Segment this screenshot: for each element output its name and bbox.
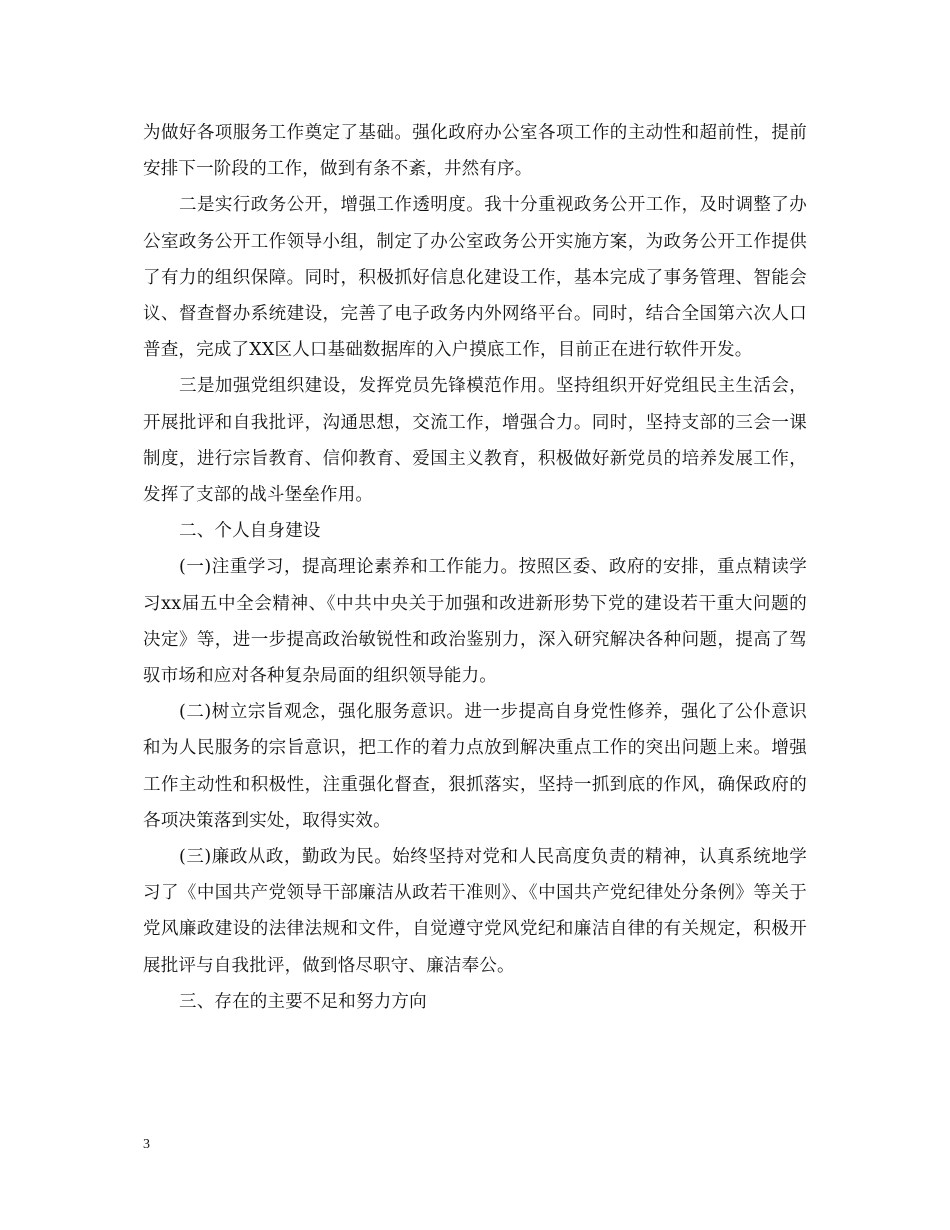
section-heading-self-development: 二、个人自身建设 [179,521,321,542]
page-number: 3 [143,1137,150,1152]
paragraph-service-awareness: (二)树立宗旨观念，强化服务意识。进一步提高自身党性修养，强化了公仆意识和为人民服务的宗旨意识，把工作的着力点放到解决重点工作的突出问题上来。增强工作主动性和积极性，注重强化督查，狠抓落实，坚持一抓到底的作风，确保政府的各项决策落到实处，取得实效。 [143,702,807,831]
section-heading-shortcomings: 三、存在的主要不足和努力方向 [179,991,427,1012]
paragraph-integrity: (三)廉政从政，勤政为民。始终坚持对党和人民高度负责的精神，认真系统地学习了《中国共产党领导干部廉洁从政若干准则》、《中国共产党纪律处分条例》等关于党风廉政建设的法律法规和文件，自觉遵守党风党纪和廉洁自律的有关规定，积极开展批评与自我批评，做到恪尽职守、廉洁奉公。 [143,847,807,976]
paragraph-study: (一)注重学习，提高理论素养和工作能力。按照区委、政府的安排，重点精读学习xx届五中全会精神、《中共中央关于加强和改进新形势下党的建设若干重大问题的决定》等，进一步提高政治敏锐性和政治鉴别力，深入研究解决各种问题，提高了驾驭市场和应对各种复杂局面的组织领导能力。 [143,557,807,687]
paragraph-gov-affairs-openness: 二是实行政务公开，增强工作透明度。我十分重视政务公开工作，及时调整了办公室政务公开工作领导小组，制定了办公室政务公开实施方案，为政务公开工作提供了有力的组织保障。同时，积极抓好信息化建设工作，基本完成了事务管理、智能会议、督查督办系统建设，完善了电子政务内外网络平台。同时，结合全国第六次人口普查，完成了XX区人口基础数据库的入户摸底工作，目前正在进行软件开发。 [143,195,807,361]
paragraph-party-organization: 三是加强党组织建设，发挥党员先锋模范作用。坚持组织开好党组民主生活会，开展批评和自我批评，沟通思想，交流工作，增强合力。同时，坚持支部的三会一课制度，进行宗旨教育、信仰教育、爱国主义教育，积极做好新党员的培养发展工作，发挥了支部的战斗堡垒作用。 [143,376,807,506]
paragraph-continuation: 为做好各项服务工作奠定了基础。强化政府办公室各项工作的主动性和超前性，提前安排下一阶段的工作，做到有条不紊，井然有序。 [143,123,807,180]
body-text [143,115,807,1020]
